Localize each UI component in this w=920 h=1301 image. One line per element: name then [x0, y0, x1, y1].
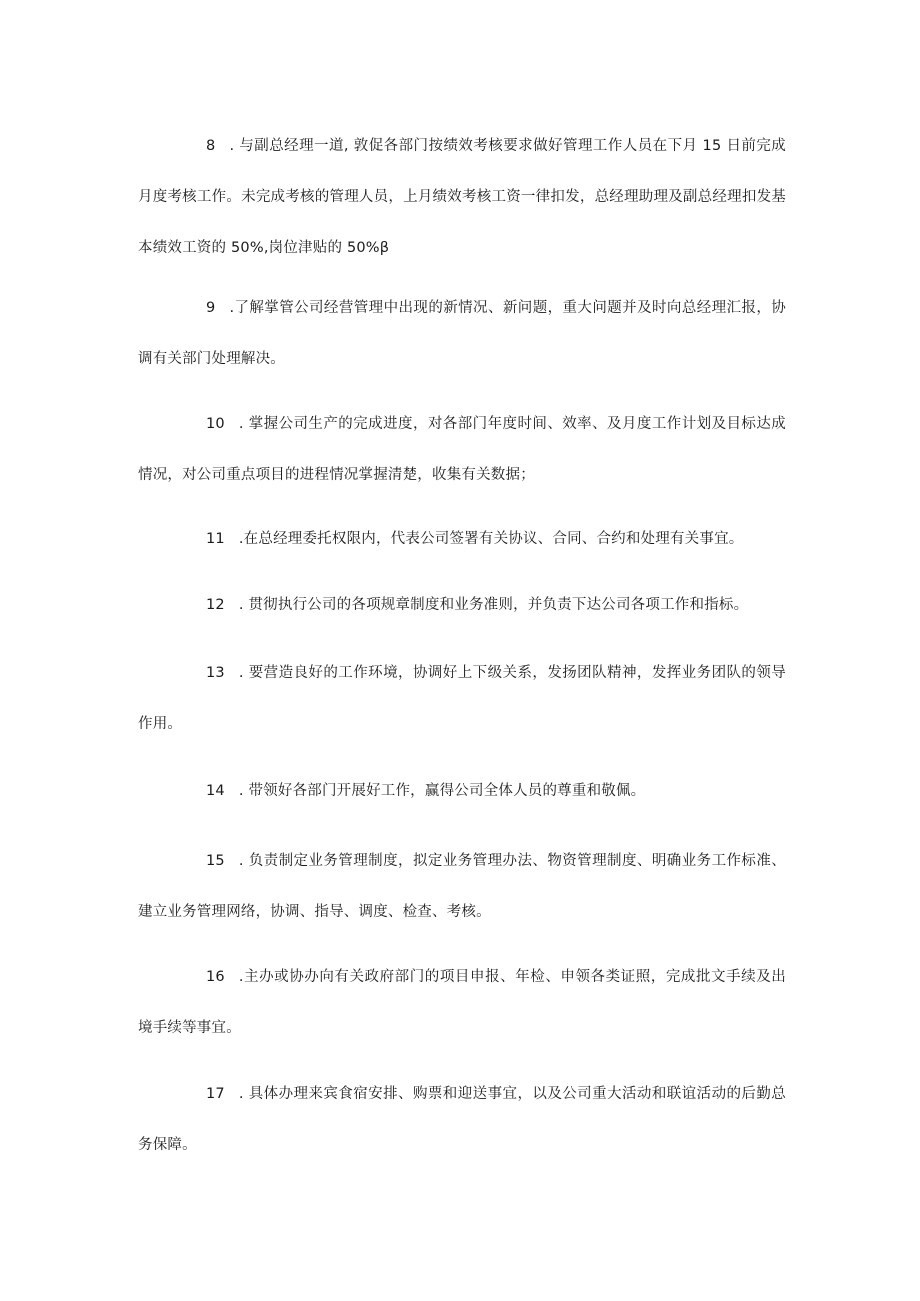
item-text: . 与副总经理一道, 敦促各部门按绩效考核要求做好管理工作人员在下月 15 日前完成月度考核工作。未完成考核的管理人员，上月绩效考核工资一律扣发，总经理助理及副总经理扣发基本绩效工资的 50%,岗位津贴的 50%β	[138, 138, 786, 256]
item-number: 14	[206, 783, 225, 799]
item-number: 11	[206, 531, 225, 547]
item-text: .主办或协办向有关政府部门的项目申报、年检、申领各类证照，完成批文手续及出境手续等事宜。	[138, 969, 786, 1036]
item-text: .在总经理委托权限内，代表公司签署有关协议、合同、合约和处理有关事宜。	[238, 531, 744, 547]
list-item-16	[138, 952, 786, 1054]
item-number: 13	[206, 665, 225, 681]
list-item-9	[138, 283, 786, 385]
item-text: . 具体办理来宾食宿安排、购票和迎送事宜，以及公司重大活动和联谊活动的后勤总务保障。	[138, 1086, 786, 1153]
list-item-13	[138, 648, 786, 750]
list-item-11	[138, 514, 786, 565]
item-number: 16	[206, 969, 225, 985]
item-number: 10	[206, 416, 225, 432]
item-text: . 贯彻执行公司的各项规章制度和业务准则，并负责下达公司各项工作和指标。	[238, 597, 749, 613]
list-item-17	[138, 1069, 786, 1171]
item-number: 8	[206, 138, 216, 154]
item-number: 9	[206, 300, 216, 316]
list-item-14	[138, 766, 786, 817]
list-item-10	[138, 399, 786, 501]
item-number: 12	[206, 597, 225, 613]
item-text: . 负责制定业务管理制度，拟定业务管理办法、物资管理制度、明确业务工作标准、建立业务管理网络，协调、指导、调度、检查、考核。	[138, 853, 786, 920]
item-text: .了解掌管公司经营管理中出现的新情况、新问题，重大问题并及时向总经理汇报，协调有关部门处理解决。	[138, 300, 786, 367]
item-text: . 掌握公司生产的完成进度，对各部门年度时间、效率、及月度工作计划及目标达成情况，对公司重点项目的进程情况掌握清楚，收集有关数据；	[138, 416, 786, 483]
list-item-12	[138, 580, 786, 631]
item-text: . 要营造良好的工作环境，协调好上下级关系，发扬团队精神，发挥业务团队的领导作用。	[138, 665, 786, 732]
list-item-8	[138, 121, 786, 274]
item-number: 17	[206, 1086, 225, 1102]
item-number: 15	[206, 853, 225, 869]
list-item-15	[138, 836, 786, 938]
item-text: . 带领好各部门开展好工作，赢得公司全体人员的尊重和敬佩。	[238, 783, 646, 799]
